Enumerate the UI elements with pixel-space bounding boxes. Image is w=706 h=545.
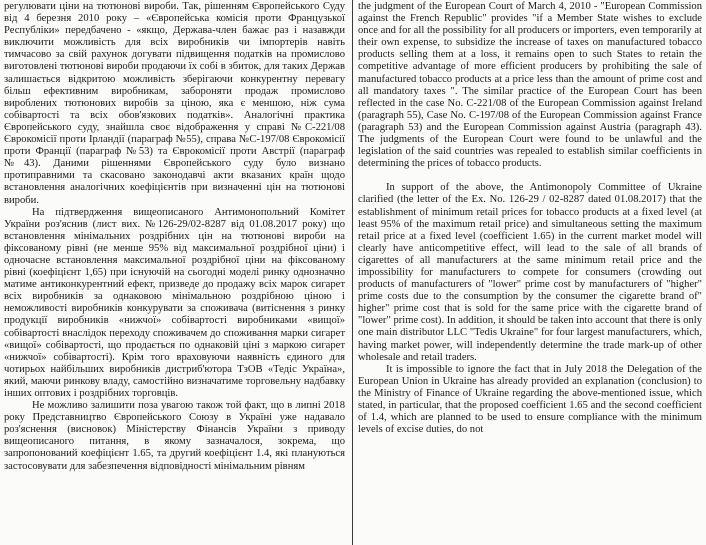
english-text-column (356, 0, 706, 436)
column-divider (352, 0, 353, 545)
paragraph-uk-1: регулювати ціни на тютюнові вироби. Так, рішенням Європейського Суду від 4 березня 2010 року – «Європейська комісія проти Французької Республіки» передбачено - «якщо, Держава-член бажає раз і назавжди виключити можливість для всіх виробників чи імпортерів навіть тимчасово за свій рахунок догувати підвищення податків на промислово виготовлені тютюнові вироби продаючи їх собі в збиток, для таких Держав залишається відкритою можливість зберігаючи конкурентну перевагу більш ефективним виробникам, забороняти продаж промислово вироблених тютюнових виробів за ціною, яка є меншою, ніж сума собівартості та всіх обов'язкових податків». Аналогічні практика Європейського суду, знайшла своє відображення у справі №С-221/08 Єврокомісії проти Ірландії (параграф №55), справа №С-197/08 Єврокомісії проти Франції (параграф №53) та Єврокомісії проти Австрії (параграф №43). Даними рішеннями Європейського суду було визнано протиправними та скасовано законодавчі акти вказаних країн щодо встановлення аналогічних коефіцієнтів при визначенні цін на тютюнові вироби. (4, 1, 345, 206)
paragraph-en-1: the judgment of the European Court of March 4, 2010 - "European Commission against the French Republic" provides "if a Member State wishes to exclude once and for all the possibility for all producers or importers, even temporarily at their own expense, to subsidize the increase of taxes on manufactured tobacco products selling them at a loss, it remains open to such States to retain the competitive advantage of more efficient producers by prohibiting the sale of manufactured tobacco products at a price less than the amount of prime cost and all mandatory taxes ". The similar practice of the European Court has been reflected in the case No. C-221/08 of the European Commission against Ireland (paragraph 55), Case No. C-197/08 of the European Commission against France (paragraph 53) and the European Commission against Austria (paragraph 43). The judgments of the European Court were found to be unlawful and the legislation of the said countries was repealed to establish similar coefficients in determining the prices of tobacco products. (358, 1, 702, 170)
paragraph-en-3: It is impossible to ignore the fact that in July 2018 the Delegation of the European Union in Ukraine has already provided an explanation (conclusion) to the Ministry of Finance of Ukraine regarding the above-mentioned issue, which stated, in particular, that the proposed coefficient 1.65 and the second coefficient of 1.4, which are planned to be used to ensure compliance with the minimum levels of excise duties, do not (358, 363, 702, 436)
paragraph-uk-3: Не можливо залишити поза увагою також той факт, що в липні 2018 року Представництво Європейського Союзу в Україні уже надавало роз'яснення (висновок) Міністерству Фінансів України з приводу вищеописаного питання, в якому зазначалося, зокрема, що запропонований коефіцієнт 1.65, та другий коефіцієнт 1.4, які плануються застосовувати для забезпечення відповідності мінімальним рівням (4, 400, 345, 472)
paragraph-uk-2: На підтвердження вищеописаного Антимонопольний Комітет України роз'яснив (лист вих. №126-29/02-8287 від 01.08.2017 року) що встановлення мінімальних роздрібних цін на тютюнові вироби на фіксованому рівні (не менше 95% від максимальної роздрібної ціни) і одночасне встановлення максимальної роздрібної ціни на фіксованому рівні (коефіцієнт 1,65) при існуючій на сьогодні моделі ринку однозначно матиме антиконкурентний ефект, призведе до продажу всіх марок сигарет всіх виробників за однаковою мінімальною роздрібною ціною і неможливості виробників конкурувати за споживача (витіснення з ринку продукції виробників «нижчої» собівартості виробниками «вищої» собівартості внаслідок переходу споживачем до споживання марки сигарет «вищої» собівартості, що продається по однаковій ціні з маркою сигарет «нижчої» собівартості). Крім того враховуючи наявність єдиного для чотирьох найбільших виробників дистриб'ютора ТзОВ «Тедіс Україна», який, маючи ринкову владу, самостійно визначатиме торговельну надбавку інших оптових і роздрібних торговців. (4, 206, 345, 399)
ukrainian-text-column (0, 0, 348, 473)
paragraph-en-2: In support of the above, the Antimonopoly Committee of Ukraine clarified (the letter of the Ex. No. 126-29 / 02-8287 dated 01.08.2017) that the establishment of minimum retail prices for tobacco products at a fixed level (at least 95% of the maximum retail price) and simultaneous setting the maximum retail price at a fixed level (coefficient 1.65) in the current market model will clearly have anticompetitive effect, will lead to the sale of all brands of cigarettes of all manufacturers at the same minimum retail price and the impossibility for manufacturers to compete for consumers (crowding out products of manufacturers of "lower" prime cost by manufacturers of "higher" prime costs due to the consumption by the consumer the cigarette brand of" higher" prime cost that is sold for the same price with the cigarette brand of "lower" prime cost). In addition, it should be taken into account that there is only one main distributor LLC "Tedis Ukraine" for four largest manufacturers, which, having market power, will independently determine the trade mark-up of other wholesale and retail traders. (358, 182, 702, 363)
